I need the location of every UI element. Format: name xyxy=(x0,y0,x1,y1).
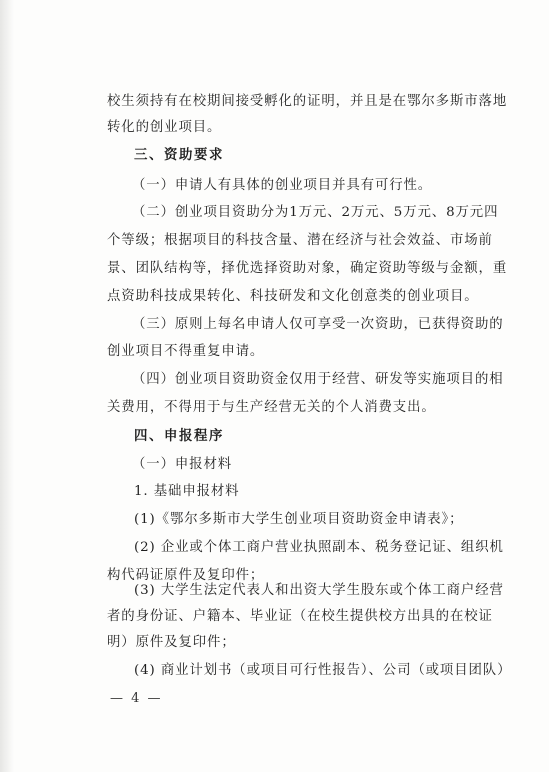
paragraph-line: 关费用，不得用于与生产经营无关的个人消费支出。 xyxy=(107,400,436,415)
section-heading: 三、资助要求 xyxy=(134,148,224,163)
list-item: (2) 企业或个体工商户营业执照副本、税务登记证、组织机 xyxy=(134,540,504,555)
section-heading: 四、申报程序 xyxy=(134,429,224,444)
paragraph-line: 转化的创业项目。 xyxy=(107,120,222,135)
paragraph-line: 者的身份证、户籍本、毕业证（在校生提供校方出具的在校证 xyxy=(107,609,493,624)
paragraph-line: （三）原则上每名申请人仅可享受一次资助，已获得资助的 xyxy=(132,317,504,332)
paragraph-line: （四）创业项目资助资金仅用于经营、研发等实施项目的相 xyxy=(132,372,504,387)
paragraph-line: 点资助科技成果转化、科技研发和文化创意类的创业项目。 xyxy=(107,289,479,304)
paragraph-line: 校生须持有在校期间接受孵化的证明，并且是在鄂尔多斯市落地 xyxy=(107,94,508,109)
paragraph-line: 个等级；根据项目的科技含量、潜在经济与社会效益、市场前 xyxy=(107,233,493,248)
paragraph-line: 构代码证原件及复印件； xyxy=(107,568,265,583)
page-number: — 4 — xyxy=(110,691,163,706)
list-item: (3) 大学生法定代表人和出资大学生股东或个体工商户经营 xyxy=(134,583,504,598)
paragraph-line: 景、团队结构等，择优选择资助对象，确定资助等级与金额，重 xyxy=(107,261,508,276)
list-heading: 1. 基础申报材料 xyxy=(134,484,240,499)
subsection-heading: （一）申报材料 xyxy=(132,457,233,472)
list-item: (4) 商业计划书（或项目可行性报告）、公司（或项目团队） xyxy=(134,663,512,678)
list-item: (1)《鄂尔多斯市大学生创业项目资助资金申请表》； xyxy=(134,512,464,527)
paragraph-line: （二）创业项目资助分为1万元、2万元、5万元、8万元四 xyxy=(132,205,499,220)
paragraph-line: （一）申请人有具体的创业项目并具有可行性。 xyxy=(132,178,433,193)
paragraph-line: 创业项目不得重复申请。 xyxy=(107,344,265,359)
paragraph-line: 明）原件及复印件； xyxy=(107,635,236,650)
